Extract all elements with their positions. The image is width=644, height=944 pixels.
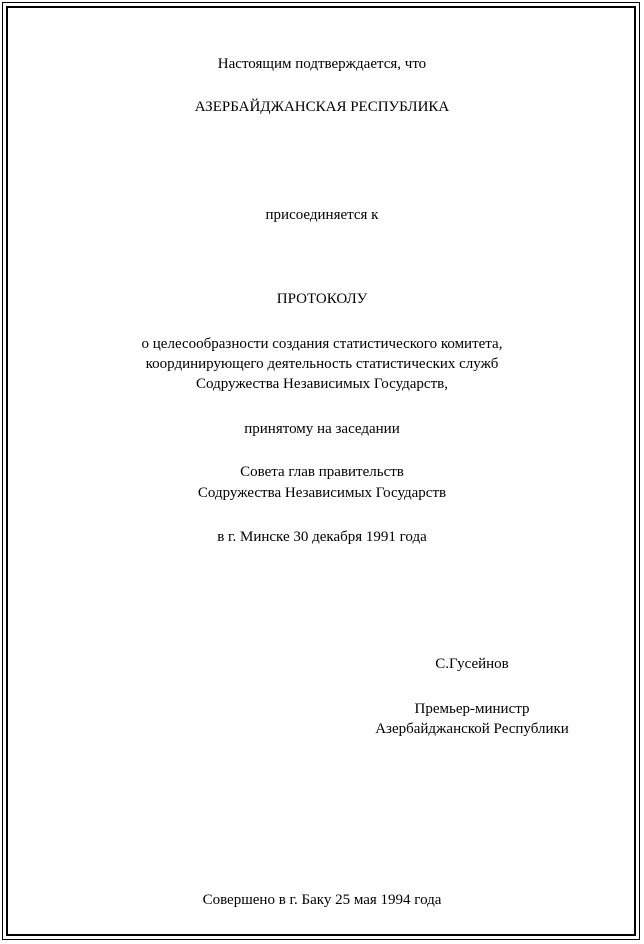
protocol-title: ПРОТОКОЛУ — [276, 291, 368, 307]
signatory-name: С.Гусейнов — [435, 656, 509, 672]
place-date: в г. Минске 30 декабря 1991 года — [217, 529, 427, 545]
signatory-title-line-2: Азербайджанской Республики — [375, 721, 569, 737]
country-name: АЗЕРБАЙДЖАНСКАЯ РЕСПУБЛИКА — [194, 99, 450, 115]
subject-line-3: Содружества Независимых Государств, — [196, 376, 448, 392]
signatory-title-line-1: Премьер-министр — [414, 701, 530, 717]
council-line-2: Содружества Независимых Государств — [197, 485, 447, 501]
adopted-text: принятому на заседании — [244, 421, 400, 437]
subject-line-2: координирующего деятельность статистических служб — [145, 356, 499, 372]
joins-text: присоединяется к — [265, 207, 379, 223]
intro-text: Настоящим подтверждается, что — [217, 56, 427, 72]
done-at-text: Совершено в г. Баку 25 мая 1994 года — [202, 892, 442, 908]
subject-line-1: о целесообразности создания статистического комитета, — [141, 336, 503, 352]
council-line-1: Совета глав правительств — [240, 464, 404, 480]
